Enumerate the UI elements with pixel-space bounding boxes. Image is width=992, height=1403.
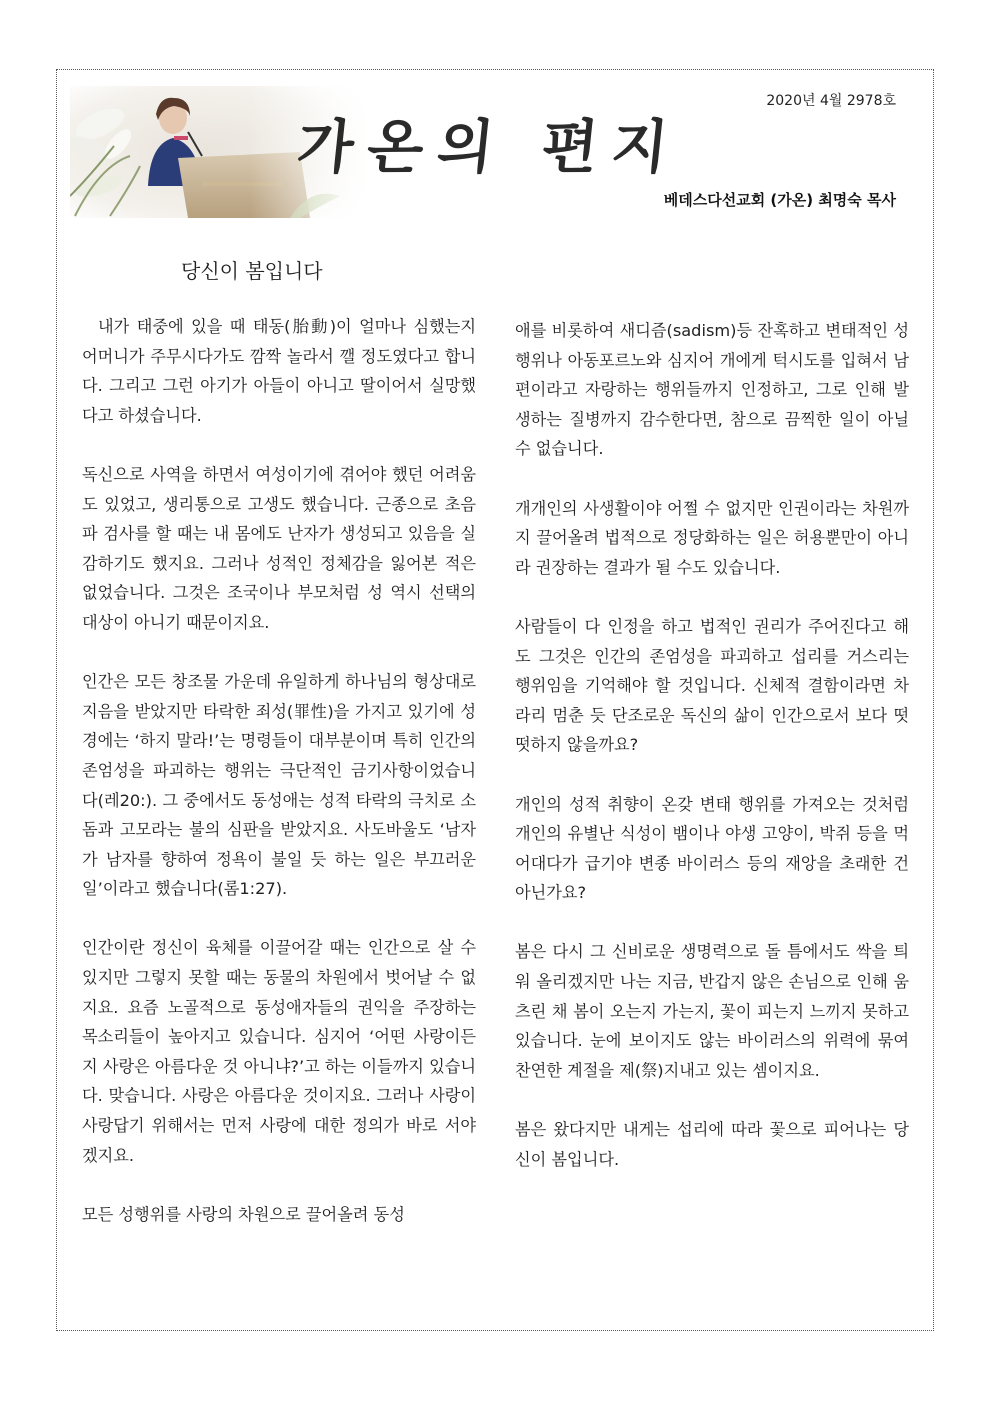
paragraph: 개인의 성적 취향이 온갖 변태 행위를 가져오는 것처럼 개인의 유별난 식성이 뱀이나 야생 고양이, 박쥐 등을 먹어대다가 급기야 변종 바이러스 등의 재앙을 초래한 건 아닌가요? [515,794,909,903]
paragraph: 인간이란 정신이 육체를 이끌어갈 때는 인간으로 살 수 있지만 그렇지 못할 때는 동물의 차원에서 벗어날 수 없지요. 요즘 노골적으로 동성애자들의 권익을 주장하는 목소리들이 높아지고 있습니다. 심지어 ‘어떤 사랑이든지 사랑은 아름다운 것 아니냐?’고 하는 이들까지 있습니다. 맞습니다. 사랑은 아름다운 것이지요. 그러나 사랑이 사랑답기 위해서는 먼저 사랑에 대한 정의가 바로 서야겠지요. [82,938,476,1165]
paragraph: 봄은 왔다지만 내게는 섭리에 따라 꽃으로 피어나는 당신이 봄입니다. [515,1120,909,1169]
paragraph: 봄은 다시 그 신비로운 생명력으로 돌 틈에서도 싹을 틔워 올리겠지만 나는 지금, 반갑지 않은 손님으로 인해 움츠린 채 봄이 오는지 가는지, 꽃이 피는지 느끼지 못하고 있습니다. 눈에 보이지도 않는 바이러스의 위력에 묶여 찬연한 계절을 제(祭)지내고 있는 셈이지요. [515,942,909,1080]
author-line: 베데스다선교회 (가온) 최명숙 목사 [663,191,896,209]
left-column [82,312,476,1229]
paragraph: 모든 성행위를 사랑의 차원으로 끌어올려 동성 [82,1204,405,1224]
paragraph: 애를 비롯하여 새디즘(sadism)등 잔혹하고 변태적인 성행위나 아동포르노와 심지어 개에게 턱시도를 입혀서 남편이라고 자랑하는 행위들까지 인정하고, 그로 인해 발생하는 질병까지 감수한다면, 참으로 끔찍한 일이 아닐 수 없습니다. [515,321,909,459]
paragraph: 개개인의 사생활이야 어쩔 수 없지만 인권이라는 차원까지 끌어올려 법적으로 정당화하는 일은 허용뿐만이 아니라 권장하는 결과가 될 수도 있습니다. [515,498,909,577]
article-title: 당신이 봄입니다 [181,259,323,283]
paragraph: 사람들이 다 인정을 하고 법적인 권리가 주어진다고 해도 그것은 인간의 존엄성을 파괴하고 섭리를 거스리는 행위임을 기억해야 할 것입니다. 신체적 결함이라면 차라리 멈춘 듯 단조로운 독신의 삶이 인간으로서 보다 떳떳하지 않을까요? [515,616,909,755]
paragraph: 인간은 모든 창조물 가운데 유일하게 하나님의 형상대로 지음을 받았지만 타락한 죄성(罪性)을 가지고 있기에 성경에는 ‘하지 말라!’는 명령들이 대부분이며 특히 인간의 존엄성을 파괴하는 행위는 극단적인 금기사항이었습니다(레20:). 그 중에서도 동성애는 성적 타락의 극치로 소돔과 고모라는 불의 심판을 받았지요. 사도바울도 ‘남자가 남자를 향하여 정욕이 불일 듯 하는 일은 부끄러운 일’이라고 했습니다(롬1:27). [82,672,476,899]
issue-date: 2020년 4월 2978호 [766,93,896,109]
paragraph: 내가 태중에 있을 때 태동(胎動)이 얼마나 심했는지 어머니가 주무시다가도 깜짝 놀라서 깰 정도였다고 합니다. 그리고 그런 아기가 아들이 아니고 딸이어서 실망했다고 하셨습니다. [82,317,476,425]
masthead-title: 가온의 편지 [293,113,686,181]
paragraph: 독신으로 사역을 하면서 여성이기에 겪어야 했던 어려움도 있었고, 생리통으로 고생도 했습니다. 근종으로 초음파 검사를 할 때는 내 몸에도 난자가 생성되고 있음을 실감하기도 했지요. 그러나 성적인 정체감을 잃어본 적은 없었습니다. 그것은 조국이나 부모처럼 성 역시 선택의 대상이 아니기 때문이지요. [82,464,476,632]
right-column [515,316,909,1174]
